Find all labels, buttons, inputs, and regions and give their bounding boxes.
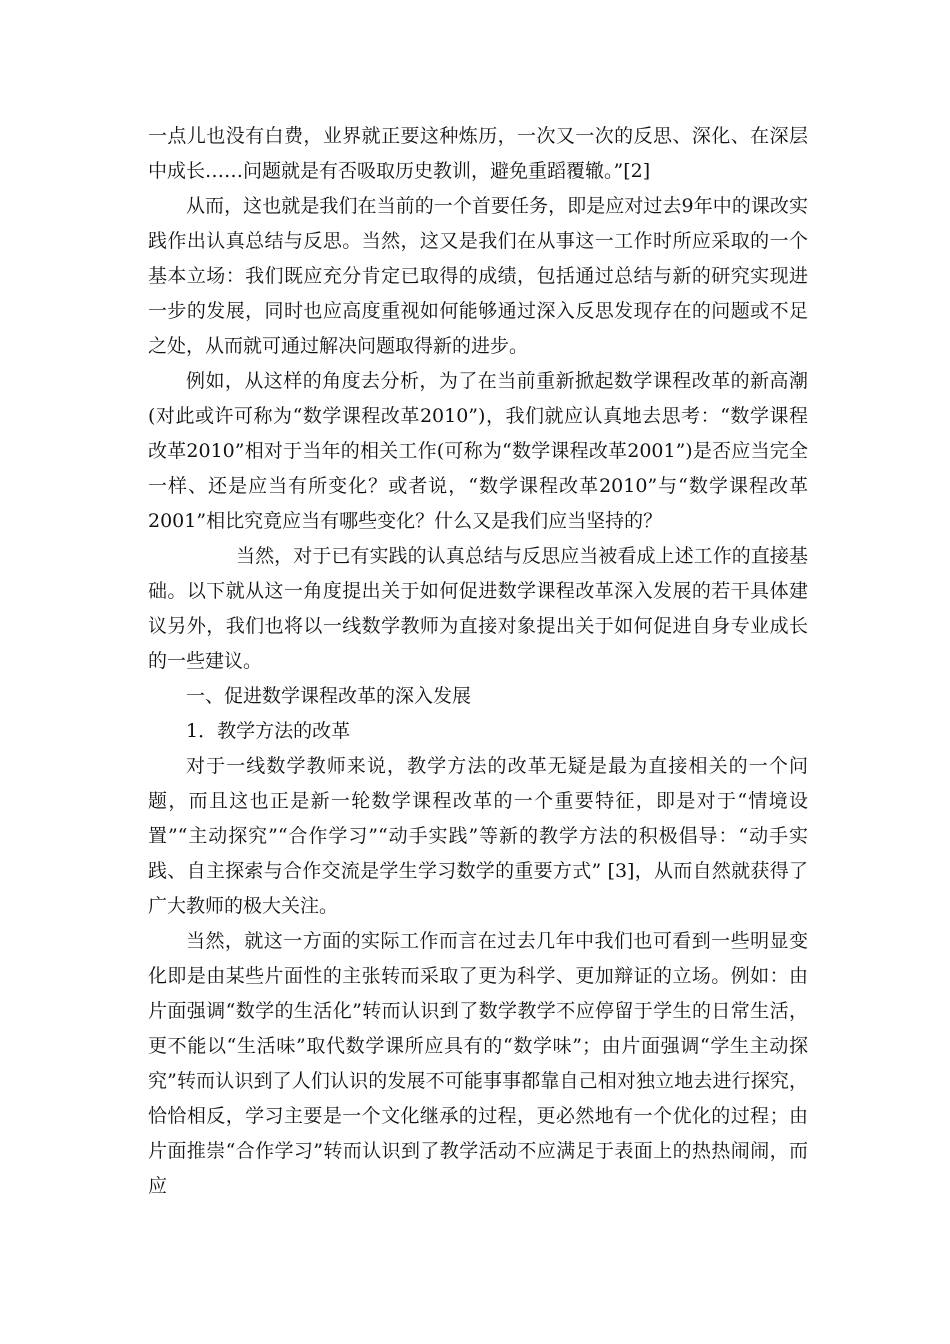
paragraph-continuation: 一点儿也没有白费，业界就正要这种炼历，一次又一次的反思、深化、在深层中成长……问题就是有否吸取历史教训，避免重蹈覆辙。”[2] [148,125,808,182]
section-heading-1: 一、促进数学课程改革的深入发展 [186,685,472,707]
paragraph-teaching-methods: 对于一线数学教师来说，教学方法的改革无疑是最为直接相关的一个问题，而且这也正是新一轮数学课程改革的一个重要特征，即是对于“情境设置”“主动探究”“合作学习”“动手实践”等新的教学方法的积极倡导：“动手实践、自主探索与合作交流是学生学习数学的重要方式” [3]，从而自然就获得了广大教师的极大关注。 [148,755,808,917]
paragraph-changes: 当然，就这一方面的实际工作而言在过去几年中我们也可看到一些明显变化即是由某些片面性的主张转而采取了更为科学、更加辩证的立场。例如：由片面强调“数学的生活化”转而认识到了数学教学不应停留于学生的日常生活，更不能以“生活味”取代数学课所应具有的“数学味”；由片面强调“学生主动探究”转而认识到了人们认识的发展不可能事事都靠自己相对独立地去进行探究，恰恰相反，学习主要是一个文化继承的过程，更必然地有一个优化的过程；由片面推崇“合作学习”转而认识到了教学活动不应满足于表面上的热热闹闹，而应 [148,930,808,1197]
paragraph-suggestions-intro: 当然，对于已有实践的认真总结与反思应当被看成上述工作的直接基础。以下就从这一角度提出关于如何促进数学课程改革深入发展的若干具体建议另外，我们也将以一线数学教师为直接对象提出关于如何促进自身专业成长的一些建议。 [148,545,808,672]
document-page [148,119,808,1204]
subsection-heading-1: 1．教学方法的改革 [186,720,351,742]
paragraph-reform-2010: 例如，从这样的角度去分析，为了在当前重新掀起数学课程改革的新高潮(对此或许可称为“数学课程改革2010”)，我们就应认真地去思考：“数学课程改革2010”相对于当年的相关工作(可称为“数学课程改革2001”)是否应当完全一样、还是应当有所变化？或者说，“数学课程改革2010”与“数学课程改革2001”相比究竟应当有哪些变化？什么又是我们应当坚持的？ [148,370,808,532]
paragraph-reflection-task: 从而，这也就是我们在当前的一个首要任务，即是应对过去9年中的课改实践作出认真总结与反思。当然，这又是我们在从事这一工作时所应采取的一个基本立场：我们既应充分肯定已取得的成绩，包括通过总结与新的研究实现进一步的发展，同时也应高度重视如何能够通过深入反思发现存在的问题或不足之处，从而就可通过解决问题取得新的进步。 [148,195,808,357]
